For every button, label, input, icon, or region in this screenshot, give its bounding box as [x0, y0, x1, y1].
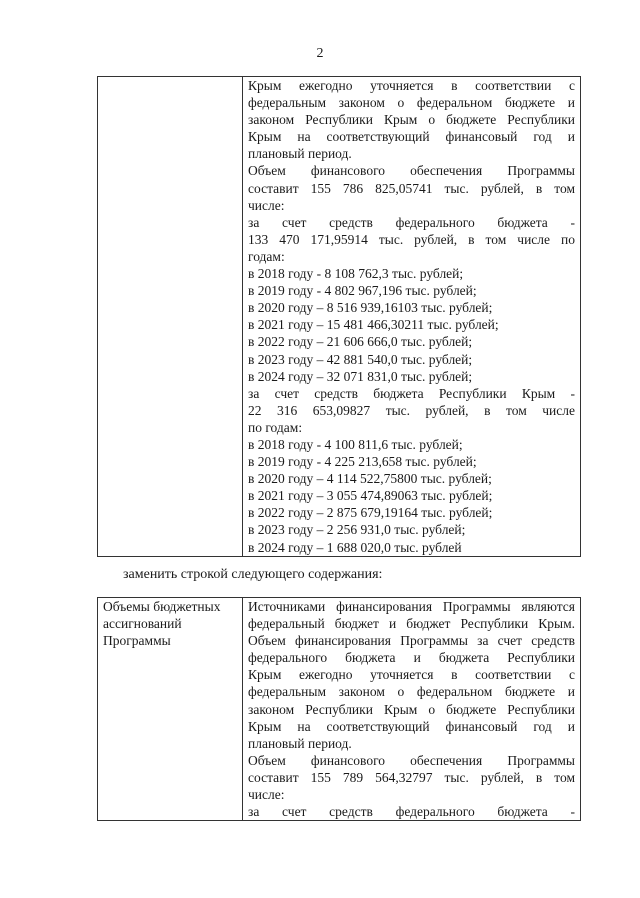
text-line: федеральный бюджет и бюджет Республики Крым. [248, 616, 575, 632]
text-line: плановый период. [248, 146, 352, 162]
text-line: законом Республики Крым о бюджете Республики [248, 112, 575, 128]
text-line: в 2021 году – 15 481 466,30211 тыс. рублей; [248, 317, 499, 333]
text-line: Крым ежегодно уточняется в соответствии с [248, 667, 575, 683]
table-row [98, 598, 581, 821]
text-line: законом Республики Крым о бюджете Республики [248, 701, 575, 717]
text-line: федеральным законом о федеральном бюджете и [248, 684, 575, 700]
text-line: в 2021 году – 3 055 474,89063 тыс. рублей; [248, 488, 493, 504]
paragraph-lines [248, 77, 575, 556]
table-cell-content [243, 77, 581, 557]
text-line: Источниками финансирования Программы являются [248, 599, 575, 614]
text-line: федерального бюджета и бюджета Республики [248, 650, 575, 666]
table-cell-content [243, 598, 581, 821]
budget-table-new [97, 597, 581, 821]
text-line: 133 470 171,95914 тыс. рублей, в том числе по [248, 231, 575, 247]
text-line: в 2022 году – 21 606 666,0 тыс. рублей; [248, 334, 473, 350]
page-number: 2 [316, 46, 324, 61]
table-cell-label [98, 598, 243, 821]
text-line: за счет средств федерального бюджета - [248, 804, 575, 820]
text-line: в 2018 году - 8 108 762,3 тыс. рублей; [248, 266, 464, 282]
text-line: за счет средств бюджета Республики Крым - [248, 385, 575, 401]
label-line: Объемы бюджетных [103, 599, 221, 614]
replace-instruction: заменить строкой следующего содержания: [123, 567, 383, 582]
text-line: числе: [248, 197, 285, 213]
label-line: Программы [103, 633, 171, 649]
text-line: в 2019 году - 4 225 213,658 тыс. рублей; [248, 454, 477, 470]
text-line: плановый период. [248, 735, 352, 751]
text-line: в 2019 году - 4 802 967,196 тыс. рублей; [248, 283, 477, 299]
text-line: составит 155 786 825,05741 тыс. рублей, в том [248, 180, 575, 196]
text-line: в 2022 году – 2 875 679,19164 тыс. рублей; [248, 505, 493, 521]
text-line: в 2023 году – 2 256 931,0 тыс. рублей; [248, 522, 466, 538]
label-line: ассигнований [103, 616, 182, 632]
text-line: по годам: [248, 419, 303, 435]
text-line: Крым на соответствующий финансовый год и [248, 718, 575, 734]
table-cell-label [98, 77, 243, 557]
text-line: Крым на соответствующий финансовый год и [248, 129, 575, 145]
budget-table-old [97, 76, 581, 557]
text-line: федеральным законом о федеральном бюджете и [248, 95, 575, 111]
table-row [98, 77, 581, 557]
text-line: Крым ежегодно уточняется в соответствии с [248, 78, 575, 93]
text-line: Объем финансирования Программы за счет средств [248, 633, 575, 649]
text-line: числе: [248, 787, 285, 803]
text-line: в 2018 году - 4 100 811,6 тыс. рублей; [248, 436, 463, 452]
text-line: в 2024 году – 32 071 831,0 тыс. рублей; [248, 368, 473, 384]
text-line: составит 155 789 564,32797 тыс. рублей, в том [248, 769, 575, 785]
paragraph-lines [248, 598, 575, 820]
text-line: за счет средств федерального бюджета - [248, 214, 575, 230]
text-line: годам: [248, 248, 285, 264]
text-line: Объем финансового обеспечения Программы [248, 752, 575, 768]
text-line: в 2020 году – 4 114 522,75800 тыс. рублей; [248, 471, 492, 487]
text-line: в 2024 году – 1 688 020,0 тыс. рублей [248, 539, 462, 555]
text-line: в 2023 году – 42 881 540,0 тыс. рублей; [248, 351, 473, 367]
text-line: в 2020 году – 8 516 939,16103 тыс. рублей; [248, 300, 493, 316]
text-line: Объем финансового обеспечения Программы [248, 163, 575, 179]
text-line: 22 316 653,09827 тыс. рублей, в том числе [248, 402, 575, 418]
